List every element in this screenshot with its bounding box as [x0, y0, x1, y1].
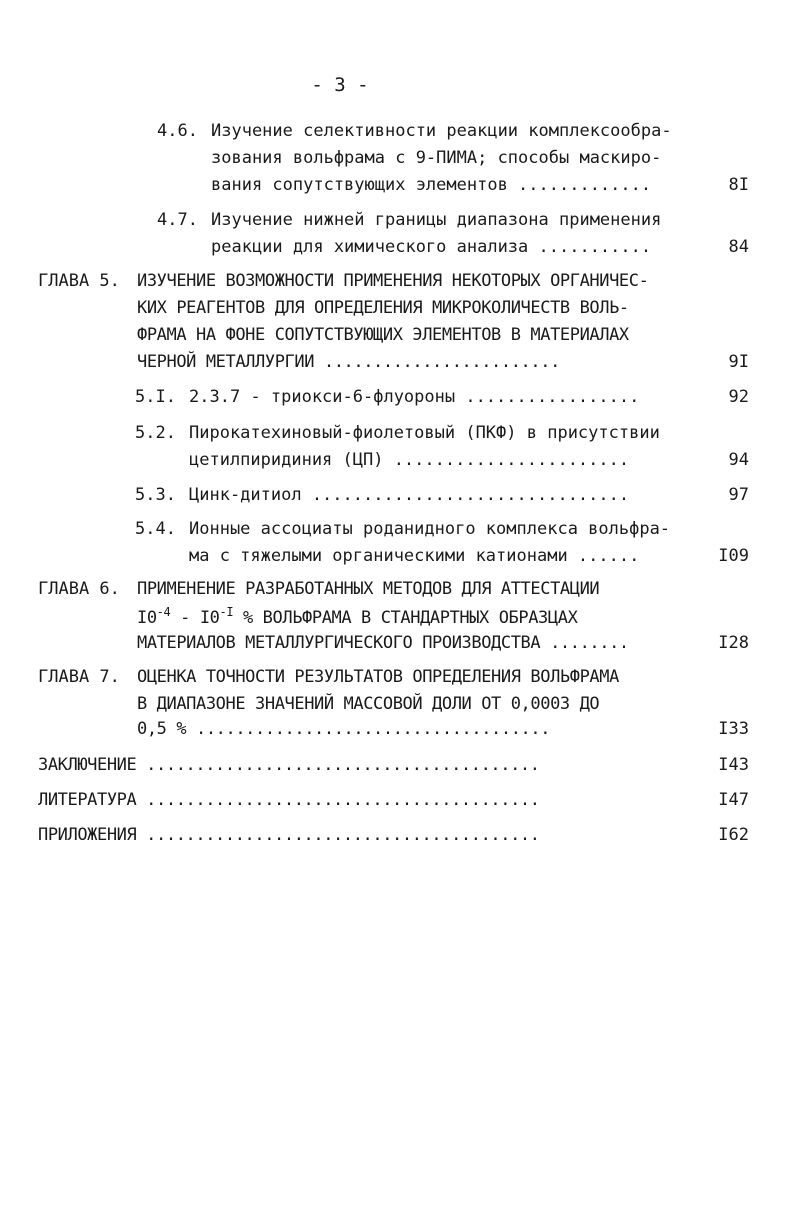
entry-number: 5.3. [135, 485, 176, 505]
entry-page: 9I [728, 352, 749, 372]
entry-text: цетилпиридиния (ЦП) ....................... [189, 450, 630, 470]
entry-number: 4.7. [157, 210, 198, 230]
page-number: - 3 - [311, 74, 369, 96]
entry-page: 97 [728, 485, 749, 505]
chapter-number: ГЛАВА 7. [38, 667, 120, 687]
range-base-1: I0 [137, 608, 157, 628]
entry-page: 84 [728, 237, 749, 257]
range-exponent-2: -I [219, 605, 234, 619]
entry-page: I33 [718, 719, 749, 739]
range-base-2: I0 [199, 608, 220, 628]
entry-page: 92 [728, 387, 749, 407]
chapter-title: % ВОЛЬФРАМА В СТАНДАРТНЫХ ОБРАЗЦАХ [243, 608, 578, 628]
chapter-title: ФРАМА НА ФОНЕ СОПУТСТВУЮЩИХ ЭЛЕМЕНТОВ В МАТЕРИАЛАХ [137, 325, 629, 345]
entry-page: I62 [718, 825, 749, 845]
chapter-title: ОЦЕНКА ТОЧНОСТИ РЕЗУЛЬТАТОВ ОПРЕДЕЛЕНИЯ ВОЛЬФРАМА [137, 667, 619, 687]
chapter-title: 0,5 % .................................... [137, 719, 551, 739]
range-dash: - [170, 608, 200, 628]
entry-number: 5.2. [135, 423, 176, 443]
section-title: ЛИТЕРАТУРА ........................................ [38, 790, 540, 810]
entry-text: Цинк-дитиол ............................... [189, 485, 630, 505]
chapter-title: ПРИМЕНЕНИЕ РАЗРАБОТАННЫХ МЕТОДОВ ДЛЯ АТТЕСТАЦИИ [137, 579, 600, 599]
entry-text: 2.3.7 - триокси-6-флуороны ................. [189, 387, 640, 407]
entry-page: I43 [718, 755, 749, 775]
chapter-title: ИЗУЧЕНИЕ ВОЗМОЖНОСТИ ПРИМЕНЕНИЯ НЕКОТОРЫХ ОРГАНИЧЕС- [137, 271, 649, 291]
entry-page: 8I [728, 175, 749, 195]
entry-text: зования вольфрама с 9-ПИМА; способы маскиро- [211, 148, 662, 168]
entry-text: ма с тяжелыми органическими катионами ...... [189, 546, 640, 566]
entry-page: I28 [718, 633, 749, 653]
entry-text: Изучение селективности реакции комплексообра- [211, 121, 672, 141]
chapter-title: В ДИАПАЗОНЕ ЗНАЧЕНИЙ МАССОВОЙ ДОЛИ ОТ 0,0003 ДО [137, 694, 600, 714]
chapter-number: ГЛАВА 6. [38, 579, 120, 599]
range-exponent-1: -4 [156, 605, 171, 619]
entry-text: Изучение нижней границы диапазона применения [211, 210, 662, 230]
chapter-title: МАТЕРИАЛОВ МЕТАЛЛУРГИЧЕСКОГО ПРОИЗВОДСТВА ........ [137, 633, 629, 653]
entry-page: I47 [718, 790, 749, 810]
section-title: ЗАКЛЮЧЕНИЕ ........................................ [38, 755, 540, 775]
chapter-title: КИХ РЕАГЕНТОВ ДЛЯ ОПРЕДЕЛЕНИЯ МИКРОКОЛИЧЕСТВ ВОЛЬ- [137, 298, 629, 318]
chapter-number: ГЛАВА 5. [38, 271, 120, 291]
section-title: ПРИЛОЖЕНИЯ ........................................ [38, 825, 540, 845]
entry-number: 4.6. [157, 121, 198, 141]
entry-page: 94 [728, 450, 749, 470]
entry-text: Ионные ассоциаты роданидного комплекса вольфра- [189, 519, 671, 539]
chapter-title-range [137, 605, 577, 631]
chapter-title: ЧЕРНОЙ МЕТАЛЛУРГИИ ........................ [137, 352, 560, 372]
entry-text: вания сопутствующих элементов ............. [211, 175, 652, 195]
entry-text: реакции для химического анализа ........... [211, 237, 652, 257]
entry-page: I09 [718, 546, 749, 566]
entry-text: Пирокатехиновый-фиолетовый (ПКФ) в присутствии [189, 423, 660, 443]
entry-number: 5.4. [135, 519, 176, 539]
entry-number: 5.I. [135, 387, 176, 407]
